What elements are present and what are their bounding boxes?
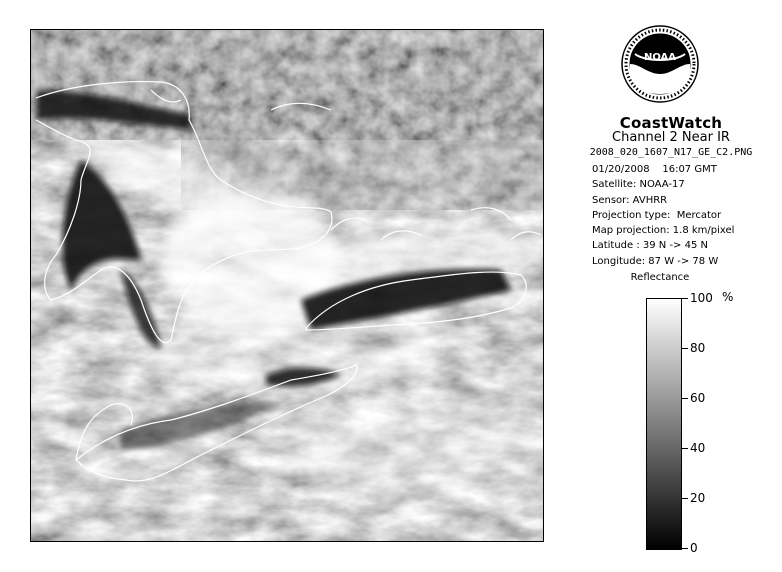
image-filename: 2008_020_1607_N17_GE_C2.PNG (589, 147, 753, 158)
noaa-logo-text: NOAA (643, 52, 677, 63)
colorbar-tick-label: 60 (690, 391, 706, 405)
colorbar-tick-mark (682, 298, 688, 299)
colorbar-tick (682, 492, 742, 506)
colorbar-tick (682, 542, 742, 556)
colorbar-tick (682, 392, 742, 406)
meta-longitude: Longitude: 87 W -> 78 W (592, 255, 719, 267)
colorbar-tick-mark (682, 348, 688, 349)
colorbar-tick-label: 20 (690, 491, 706, 505)
noaa-logo-svg (620, 24, 700, 104)
colorbar-tick-mark (682, 448, 688, 449)
legend-title: Reflectance (630, 272, 690, 283)
colorbar-tick (682, 342, 742, 356)
colorbar-tick-mark (682, 548, 688, 549)
meta-datetime: 01/20/2008 16:07 GMT (592, 164, 717, 175)
colorbar-tick (682, 292, 742, 306)
metadata-block (592, 162, 782, 269)
meta-satellite: Satellite: NOAA-17 (592, 179, 685, 191)
reflectance-colorbar (646, 298, 682, 550)
colorbar-tick (682, 442, 742, 456)
meta-map-projection: Map projection: 1.8 km/pixel (592, 225, 735, 237)
noaa-logo (620, 24, 700, 104)
product-title: CoastWatch (619, 114, 723, 132)
meta-latitude: Latitude : 39 N -> 45 N (592, 240, 708, 252)
satellite-image (30, 29, 544, 542)
colorbar-tick-label: 100 (690, 291, 713, 305)
colorbar-tick-label: 40 (690, 441, 706, 455)
colorbar-tick-mark (682, 398, 688, 399)
channel-subtitle: Channel 2 Near IR (612, 130, 730, 145)
meta-sensor: Sensor: AVHRR (592, 194, 668, 206)
legend-unit: % (722, 290, 734, 304)
satellite-image-svg (31, 30, 544, 542)
colorbar-tick-label: 80 (690, 341, 706, 355)
colorbar-tick-mark (682, 498, 688, 499)
colorbar-tick-label: 0 (690, 541, 698, 555)
colorbar-ticks (682, 291, 742, 555)
meta-projection-type: Projection type: Mercator (592, 209, 722, 221)
